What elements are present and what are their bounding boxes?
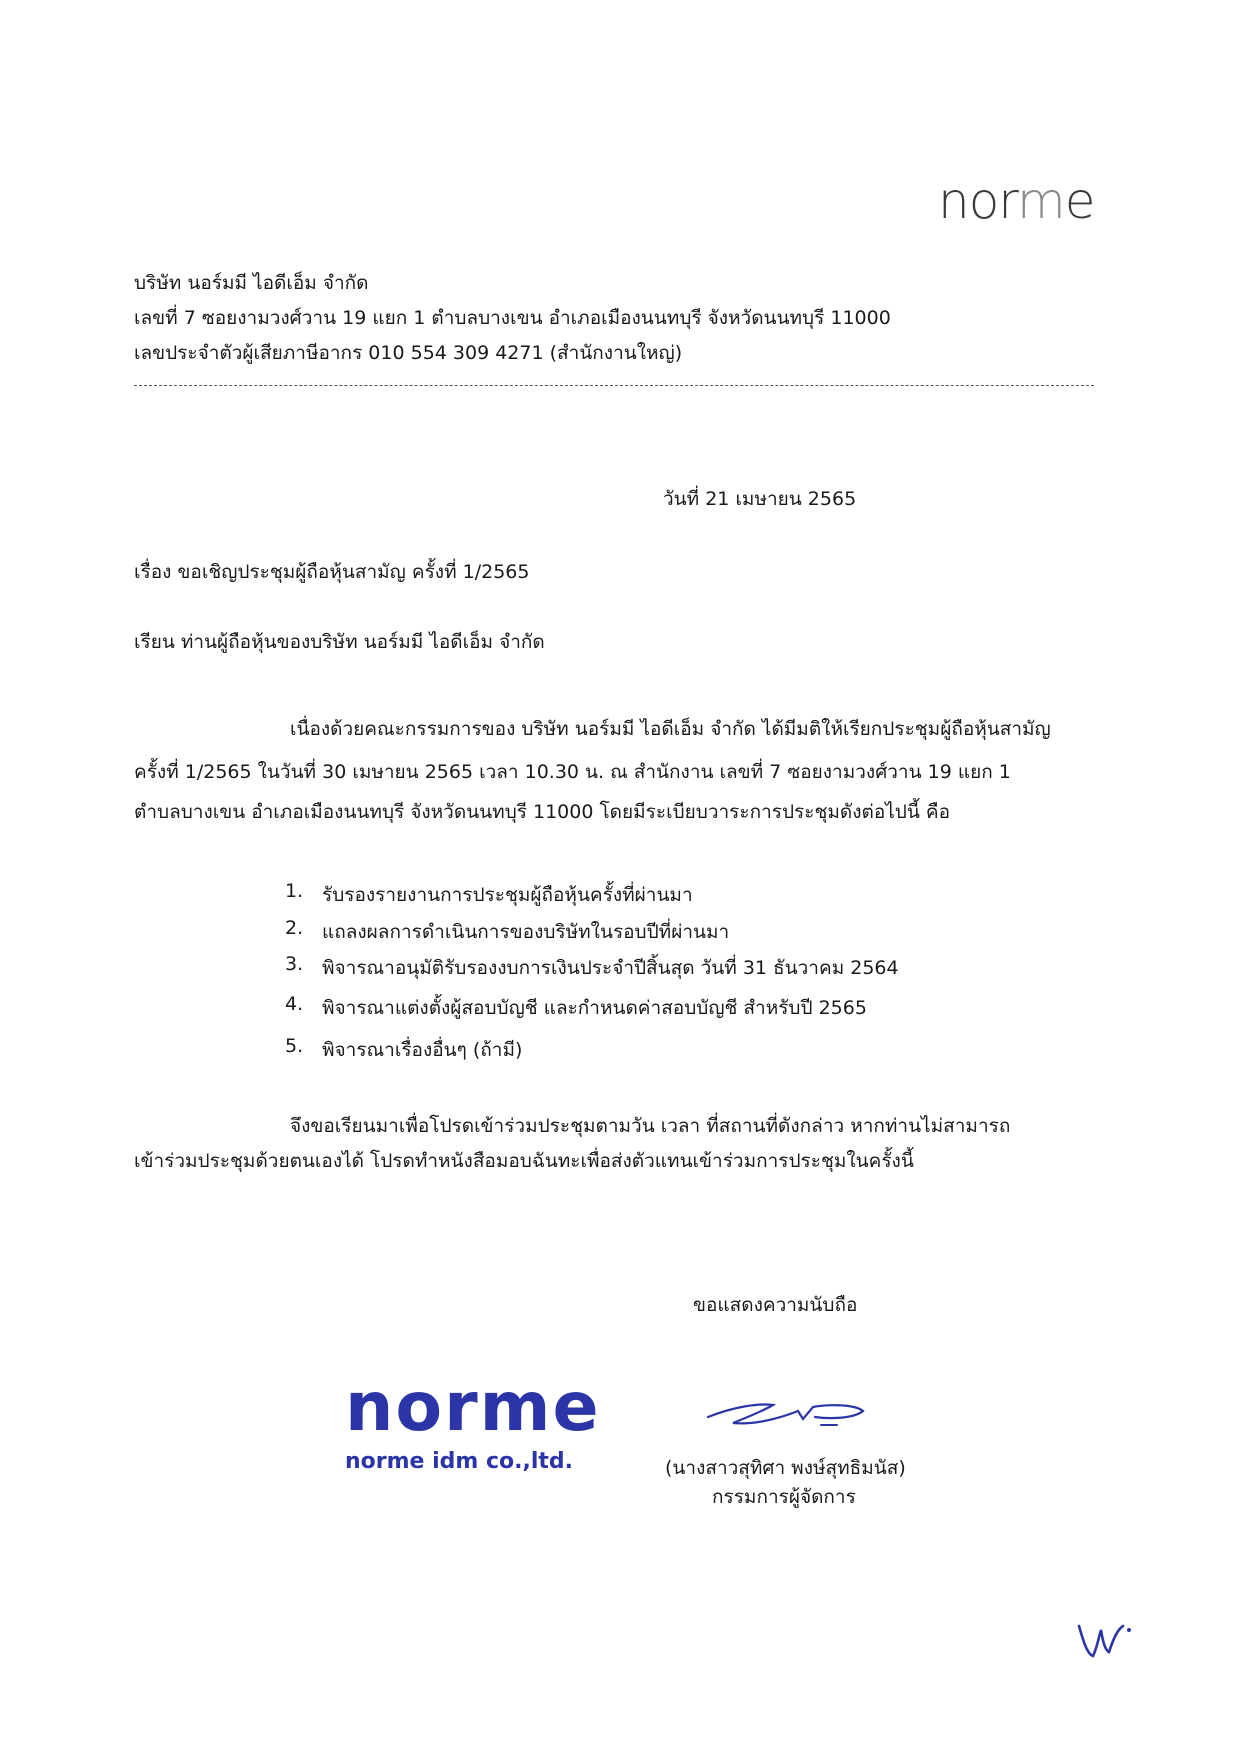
signer-name: (นางสาวสุทิศา พงษ์สุทธิมนัส) <box>665 1457 906 1479</box>
letter-subject: เรื่อง ขอเชิญประชุมผู้ถือหุ้นสามัญ ครั้งที่ 1/2565 <box>134 561 530 583</box>
signature <box>703 1385 873 1440</box>
company-name: บริษัท นอร์มมี ไอดีเอ็ม จำกัด <box>134 272 369 294</box>
logo-part-1: nor <box>938 172 1017 230</box>
letter-salutation: เรียน ท่านผู้ถือหุ้นของบริษัท นอร์มมี ไอดีเอ็ม จำกัด <box>134 631 545 653</box>
stamp-subtitle: norme idm co.,ltd. <box>345 1449 574 1474</box>
agenda-item-text: พิจารณาแต่งตั้งผู้สอบบัญชี และกำหนดค่าสอบบัญชี สำหรับปี 2565 <box>322 997 867 1019</box>
stamp-word: norme <box>345 1368 601 1447</box>
closing-line: เข้าร่วมประชุมด้วยตนเองได้ โปรดทำหนังสือมอบฉันทะเพื่อส่งตัวแทนเข้าร่วมการประชุมในครั้งนี้ <box>134 1150 914 1172</box>
valediction: ขอแสดงความนับถือ <box>693 1294 858 1316</box>
agenda-item-number: 1. <box>285 880 304 902</box>
agenda-item-number: 5. <box>285 1035 304 1057</box>
agenda-item-number: 3. <box>285 953 304 975</box>
initials-mark <box>1075 1620 1135 1670</box>
closing-line: จึงขอเรียนมาเพื่อโปรดเข้าร่วมประชุมตามวัน เวลา ที่สถานที่ดังกล่าว หากท่านไม่สามารถ <box>290 1115 1011 1137</box>
company-logo <box>938 172 1094 230</box>
body-line: ครั้งที่ 1/2565 ในวันที่ 30 เมษายน 2565 เวลา 10.30 น. ณ สำนักงาน เลขที่ 7 ซอยงามวงศ์วาน 19 แยก 1 <box>134 761 1011 783</box>
company-address: เลขที่ 7 ซอยงามวงศ์วาน 19 แยก 1 ตำบลบางเขน อำเภอเมืองนนทบุรี จังหวัดนนทบุรี 11000 <box>134 307 891 329</box>
body-line: เนื่องด้วยคณะกรรมการของ บริษัท นอร์มมี ไอดีเอ็ม จำกัด ได้มีมติให้เรียกประชุมผู้ถือหุ้นสามัญ <box>290 718 1051 740</box>
header-divider <box>134 385 1094 386</box>
agenda-item-text: แถลงผลการดำเนินการของบริษัทในรอบปีที่ผ่านมา <box>322 921 730 943</box>
logo-part-2: m <box>1016 172 1065 230</box>
agenda-item-text: พิจารณาเรื่องอื่นๆ (ถ้ามี) <box>322 1039 523 1061</box>
logo-part-3: e <box>1064 172 1095 230</box>
agenda-item-text: พิจารณาอนุมัติรับรองงบการเงินประจำปีสิ้นสุด วันที่ 31 ธันวาคม 2564 <box>322 957 899 979</box>
agenda-item-text: รับรองรายงานการประชุมผู้ถือหุ้นครั้งที่ผ่านมา <box>322 884 693 906</box>
body-line: ตำบลบางเขน อำเภอเมืองนนทบุรี จังหวัดนนทบุรี 11000 โดยมีระเบียบวาระการประชุมดังต่อไปนี้ คือ <box>134 801 950 823</box>
signer-title: กรรมการผู้จัดการ <box>712 1486 856 1508</box>
agenda-item-number: 2. <box>285 917 304 939</box>
company-tax-id: เลขประจำตัวผู้เสียภาษีอากร 010 554 309 4271 (สำนักงานใหญ่) <box>134 342 683 364</box>
letter-date: วันที่ 21 เมษายน 2565 <box>663 488 857 510</box>
agenda-item-number: 4. <box>285 993 304 1015</box>
